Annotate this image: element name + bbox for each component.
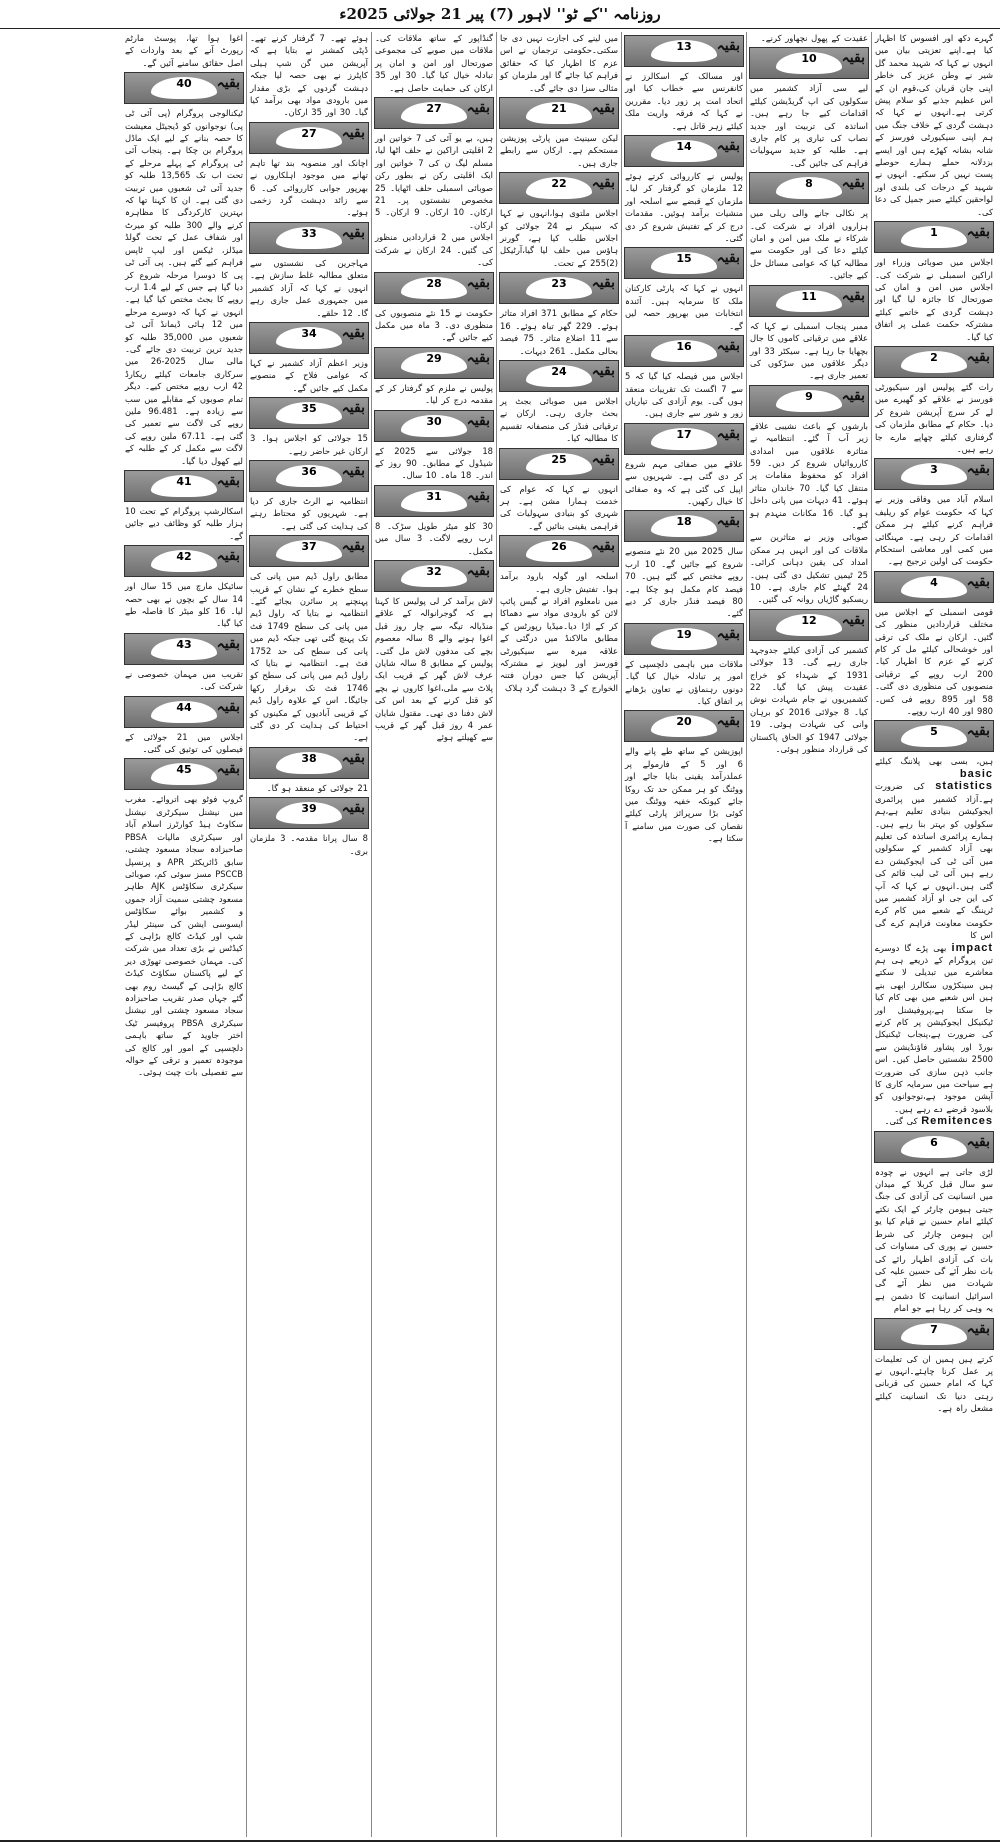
badge-number: 38 <box>301 751 317 765</box>
badge-number: 36 <box>301 464 317 478</box>
english-term: impact <box>951 941 993 954</box>
badge-label: بقیہ <box>466 487 490 504</box>
column-1 <box>873 32 995 1837</box>
badge-number: 15 <box>676 252 692 266</box>
article-text: تقریب میں مہمان خصوصی نے شرکت کی۔ <box>125 668 243 692</box>
badge-label: بقیہ <box>216 698 240 715</box>
article-text: سال 2025 میں 20 نئے منصوبے شروع کیے جائیں گے۔ 10 ارب روپے مختص کیے گئے ہیں۔ 70 فیصد کام مکمل ہو چکا ہے۔ 80 فیصد فنڈز جاری کر دیے گئے۔ <box>625 546 744 619</box>
article-text: گروپ فوٹو بھی اتروائے۔ مغرب میں نیشنل سیکرٹری نیشنل سکاوٹ ہیڈ کوارٹرز اسلام آباد اور سیکرٹری مالیات PBSA صاحبزادہ سجاد مسعود چشتی، سابق ڈائریکٹر APR و پرنسپل PSCCB مسز سوئی کم، صوبائی سیکرٹری سکاؤٹس AJK طاہر مسعود چشتی سمیت آزاد جموں و کشمیر بوائے سکاؤٹس ایسوسی ایشن کی سینئر لیڈر شپ اور کیڈٹ کالج بڑاہی کے کیڈٹس نے بڑی تعداد میں شرکت کی۔ مہمان خصوصی تھوڑی دیر کے لیے پاکستان سکاؤٹ کیڈٹ کالج بڑاہی کے گیسٹ روم بھی گئے جہاں صدر تقریب صاحبزادہ سجاد مسعود چشتی اور نیشنل سیکرٹری PBSA پروفیسر ٹیک اختر جاوید کے ساتھ باہمی دلچسپی کے امور اور کالج کی موجودہ تعمیر و ترقی کے حوالہ سے تفصیلی بات چیت ہوئی۔ <box>125 794 243 1078</box>
continuation-badge-24 <box>499 360 619 392</box>
article-text: 18 جولائی سے 2025 کے شیڈول کے مطابق۔ 90 روز کے اندر۔ 18 ماہ۔ 10 سال۔ <box>375 445 493 481</box>
badge-number: 23 <box>551 277 567 291</box>
column-divider <box>871 32 872 1837</box>
article-text: اجلاس میں 21 جولائی کے فیصلوں کی توثیق کی گئی۔ <box>125 731 244 755</box>
article-text: ہیں، بسی بھی پلاننگ کیلئے basic statistics کی ضرورت ہے۔آزاد کشمیر میں پرائمری ایجوکیشن بنیادی تعلیم ہے،ہم سکولوں کو بہتر بنا رہے ہیں۔ ہمارے پرائمری اساتذہ کی تعلیم بھی آزاد کشمیر کے سکولوں میں آئی ٹی کی ایجوکیشن دے رہے ہیں آئی ٹی لیب قائم کی گئی ہیں۔انہوں نے کہا کہ آپ کی این جی او آزاد کشمیر میں ٹریننگ کے شعبے میں کام کرے حکومت معاونت فراہم کرے گی اس کا <box>875 756 993 941</box>
header-rule <box>0 28 1000 29</box>
badge-label: بقیہ <box>341 462 365 479</box>
badge-label: بقیہ <box>716 38 740 54</box>
badge-number: 8 <box>805 177 813 191</box>
article-text: لیے سی آزاد کشمیر میں سکولوں کی اپ گریڈیشن کیلئے اقدامات کیے جا رہے ہیں۔ اساتذہ کی تربیت اور جدید نصاب کی تیاری پر کام جاری ہے۔ طلبہ کو جدید سہولیات فراہم کی جائیں گی۔ <box>750 83 868 168</box>
column-2 <box>748 32 870 1837</box>
article-text: ممبر پنجاب اسمبلی نے کہا کہ علاقے میں ترقیاتی کاموں کا جال بچھایا جا رہا ہے۔ سیکٹر 33 اور دیگر علاقوں میں سڑکوں کی تعمیر جاری ہے۔ <box>750 320 868 381</box>
badge-number: 25 <box>551 452 567 466</box>
continuation-badge-15 <box>624 247 744 279</box>
badge-label: بقیہ <box>966 1133 990 1150</box>
badge-number: 43 <box>176 637 192 651</box>
continuation-badge-37 <box>249 535 369 567</box>
badge-label: بقیہ <box>591 450 615 467</box>
badge-number: 44 <box>176 700 192 714</box>
badge-number: 39 <box>301 802 317 816</box>
badge-label: بقیہ <box>841 50 865 67</box>
badge-number: 11 <box>801 289 817 303</box>
continuation-badge-44 <box>124 696 244 728</box>
column-7 <box>123 32 245 1837</box>
article-text: لاش برآمد کر لی پولیس کا کہنا ہے کہ گوجرانوالہ کے علاقے منڈیالہ تیگہ سے چار روز قبل اغوا ہونے والے 8 سالہ معصوم بچے کی مدفون لاش مل گئی۔پولیس کے مطابق 8 سالہ شایان عرف لاش گھر کے قریب ایک پلاٹ سے ملی،اغوا کاروں نے بچے کو قتل کرنے کے بعد اس کی لاش دفنا دی تھی۔ مقتول شایان عمر 4 روز قبل گھر کے قریب سے کھیلتے ہوئے <box>375 595 494 743</box>
article-text: مطابق راول ڈیم میں پانی کی سطح خطرے کے نشان کے قریب پہنچنے پر سائرن بجائے گئے۔ انتظامیہ نے بتایا کہ راول ڈیم میں پانی کی سطح 1749 فٹ تک پہنچ گئی تھی جبکہ ڈیم میں پانی کی سطح کی حد 1752 فٹ ہے۔ انتظامیہ نے بتایا کہ راول ڈیم میں پانی کی سطح کو 1746 فٹ تک برقرار رکھا جائیگا۔ اس کے علاوہ راول ڈیم کے قریبی آبادیوں کے مکینوں کو احتیاط کی ہدایت کر دی گئی ہے۔ <box>250 571 368 743</box>
article-text: گنڈاپور کے ساتھ ملاقات کی۔ ملاقات میں صوبے کی مجموعی صورتحال اور امن و امان پر تبادلہ خیال کیا گیا۔ 30 اور 35 ارکان کی حمایت حاصل ہے۔ <box>375 33 493 93</box>
badge-number: 18 <box>676 515 692 529</box>
continuation-badge-12 <box>749 609 869 641</box>
badge-number: 14 <box>676 140 692 154</box>
badge-number: 24 <box>551 364 567 378</box>
article-text: قومی اسمبلی کے اجلاس میں مختلف قراردادیں منظور کی گئیں۔ ارکان نے ملک کی ترقی اور خوشحالی کیلئے مل کر کام کرنے کے عزم کا اظہار کیا۔ 200 ارب روپے کے ترقیاتی منصوبوں کی منظوری دی گئی۔ 58 اور 895 روپے فی کس۔ 980 اور 40 ارب روپے۔ <box>875 606 993 717</box>
badge-label: بقیہ <box>466 349 490 366</box>
badge-label: بقیہ <box>841 611 865 628</box>
continuation-badge-38 <box>249 747 369 779</box>
badge-label: بقیہ <box>716 425 740 442</box>
badge-label: بقیہ <box>341 224 365 241</box>
continuation-badge-23 <box>499 272 619 304</box>
continuation-badge-42 <box>124 545 244 577</box>
article-text: اجلاس میں صوبائی وزراء اور اراکین اسمبلی نے شرکت کی۔ اجلاس میں امن و امان کی صورتحال کا جائزہ لیا گیا اور دہشت گردی کے خاتمے کیلئے مشترکہ حکمت عملی پر اتفاق کیا گیا۔ <box>875 257 993 342</box>
continuation-badge-27 <box>374 97 494 129</box>
badge-label: بقیہ <box>341 538 365 555</box>
badge-label: بقیہ <box>591 275 615 292</box>
article-text: وزیر اعظم آزاد کشمیر نے کہا کہ عوامی فلاح کے منصوبے مکمل کیے جائیں گے۔ <box>250 357 368 393</box>
continuation-badge-22 <box>499 172 619 204</box>
continuation-badge-40 <box>124 72 244 104</box>
article-text: اسلحہ اور گولہ بارود برآمد ہوا۔ تفتیش جاری ہے۔ <box>500 571 618 594</box>
continuation-badge-33 <box>249 222 369 254</box>
column-divider <box>371 32 372 1837</box>
badge-label: بقیہ <box>966 461 990 478</box>
masthead-title: روزنامہ ''کے ٹو'' لاہور (7) پیر 21 جولائی 2025ء <box>339 5 661 23</box>
badge-number: 33 <box>301 226 317 240</box>
continuation-badge-28 <box>374 272 494 304</box>
continuation-badge-11 <box>749 285 869 317</box>
badge-number: 6 <box>930 1135 938 1149</box>
badge-label: بقیہ <box>216 75 240 92</box>
article-text: انتظامیہ نے الرٹ جاری کر دیا ہے۔ شہریوں کو محتاط رہنے کی ہدایت کی گئی ہے۔ <box>250 495 368 531</box>
article-text: 30 کلو میٹر طویل سڑک۔ 8 ارب روپے لاگت۔ 3 سال میں مکمل۔ <box>375 520 494 556</box>
badge-number: 21 <box>551 102 567 116</box>
article-text: صوبائی وزیر نے متاثرین سے ملاقات کی اور انہیں ہر ممکن امداد کی یقین دہانی کرائی۔ 25 ٹیمیں تشکیل دی گئی ہیں۔ 24 گھنٹے کام جاری ہے۔ 10 ریسکیو گاڑیاں روانہ کی گئیں۔ <box>750 532 868 605</box>
badge-label: بقیہ <box>341 124 365 141</box>
badge-number: 7 <box>930 1322 938 1336</box>
badge-label: بقیہ <box>216 635 240 652</box>
continuation-badge-21 <box>499 97 619 129</box>
continuation-badge-16 <box>624 335 744 367</box>
article-text: ہوئے تھے۔ 7 گرفتار کرنے تھے۔ ڈپٹی کمشنر نے بتایا ہے کہ آپریشن میں گن شپ ہیلی کاپٹرز نے بھی حصہ لیا جبکہ دہشت گردوں کے بڑی مقدار میں بارودی مواد بھی برآمد کیا گیا۔ 30 اور 35 ارکان۔ <box>250 33 368 118</box>
continuation-badge-45 <box>124 758 244 790</box>
english-term: statistics <box>935 780 993 793</box>
badge-label: بقیہ <box>716 625 740 642</box>
continuation-badge-27 <box>249 122 369 154</box>
footer-rule <box>0 1840 1000 1842</box>
badge-label: بقیہ <box>341 400 365 417</box>
article-text: 21 جولائی کو منعقد ہو گا۔ <box>266 782 368 793</box>
badge-number: 26 <box>551 540 567 554</box>
badge-number: 19 <box>676 627 692 641</box>
badge-label: بقیہ <box>216 473 240 489</box>
article-text: اور مسالک کے اسکالرز نے کانفرنس سے خطاب کیا اور اتحاد امت پر زور دیا۔ مقررین نے کہا کہ فرقہ واریت ملک کیلئے زہر قاتل ہے۔ <box>625 71 743 131</box>
english-term: Remitences <box>921 1115 993 1128</box>
article-text: عقیدت کے پھول نچھاور کرنے۔ <box>760 33 868 43</box>
article-text: مہاجرین کی نشستوں سے متعلق مطالبہ غلط سازش ہے۔ انہوں نے کہا کہ آزاد کشمیر میں جمہوری عمل جاری رہے گا۔ 12 حلقے۔ <box>250 257 368 318</box>
article-text: کشمیر کی آزادی کیلئے جدوجہد جاری رہے گی۔ 13 جولائی 1931 کے شہداء کو خراج عقیدت پیش کیا گیا۔ 22 کشمیریوں نے جام شہادت نوش کیا۔ 8 جولائی 2016 کو برہان وانی کی شہادت ہوئی۔ 19 جولائی 1947 کو الحاق پاکستان کی قرارداد منظور ہوئی۔ <box>750 644 868 755</box>
badge-number: 10 <box>801 52 817 66</box>
continuation-badge-3 <box>874 458 994 490</box>
badge-number: 1 <box>930 226 938 240</box>
badge-number: 41 <box>176 475 192 488</box>
continuation-badge-6 <box>874 1131 994 1163</box>
badge-label: بقیہ <box>716 713 740 730</box>
badge-label: بقیہ <box>841 387 865 404</box>
badge-label: بقیہ <box>341 800 365 817</box>
article-text: حکومت نے 15 نئے منصوبوں کی منظوری دی۔ 3 ماہ میں مکمل کیے جائیں گے۔ <box>375 307 493 343</box>
badge-number: 4 <box>930 575 938 589</box>
column-3 <box>623 32 745 1837</box>
continuation-badge-1 <box>874 221 994 253</box>
article-text: گہرے دکھ اور افسوس کا اظہار کیا ہے۔اپنے تعزیتی بیان میں انہوں نے کہا کہ شہید محمد گل شیر نے وطن عزیز کی خاطر اپنی جان قربان کی،قوم ان کے اس عظیم جذبے کو سلام پیش کرتی ہے۔انہوں نے کہا کہ دہشت گردی کے خلاف جنگ میں ہم اپنی سیکیورٹی فورسز کے شانہ بشانہ کھڑے ہیں اور ایسے بزدلانہ حملے ہمارے حوصلے پست نہیں کر سکتے۔ انہوں نے شہید کے درجات کی بلندی اور لواحقین کیلئے صبر جمیل کی دعا کی۔ <box>875 33 993 217</box>
english-term: basic <box>959 767 993 780</box>
badge-number: 37 <box>301 540 317 554</box>
badge-number: 31 <box>426 489 442 503</box>
continuation-badge-29 <box>374 347 494 379</box>
article-text: میں نامعلوم افراد نے گیس پائپ لائن کو بارودی مواد سے دھماکا کر کے اڑا دیا۔میڈیا رپورٹس کے مطابق مالاکنڈ میں درگئی کے علاقہ میرہ سے سیکیورٹی فورسز اور لیویز نے مشترکہ آپریشن کیا جس دوران فتنہ الخوارج کے 3 دہشت گرد ہلاک <box>500 595 618 693</box>
continuation-badge-30 <box>374 410 494 442</box>
article-text: سائیکل مارچ میں 15 سال اور 14 سال کے بچوں نے بھی حصہ لیا۔ 16 کلو میٹر کا فاصلہ طے کیا گیا۔ <box>125 581 243 629</box>
article-text: انہوں نے کہا کہ پارٹی کارکنان ملک کا سرمایہ ہیں۔ آئندہ انتخابات میں بھرپور حصہ لیں گے۔ <box>625 283 743 331</box>
badge-label: بقیہ <box>966 723 990 740</box>
article-text: حکام کے مطابق 371 افراد متاثر ہوئے۔ 229 گھر تباہ ہوئے۔ 16 سے 11 اضلاع متاثر۔ 75 فیصد بحالی مکمل۔ 261 دیہات۔ <box>500 308 618 356</box>
article-text: ٹیکنالوجی پروگرام (پی آئی ٹی پی) نوجوانوں کو ڈیجیٹل معیشت کا حصہ بنانے کے لیے ایک ماڈل پروگرام بن چکا ہے۔ پنجاب آئی ٹی پروگرام کے پہلے مرحلے کے تحت اب تک 13,565 طلبہ کو جدید آئی ٹی شعبوں میں تربیت دی گئی ہے۔ ان کا کہنا تھا کہ بہترین کارکردگی کا مظاہرہ کرنے والے 300 طلبہ کو میرٹ اور شفاف عمل کے تحت گولڈ میڈلز، ٹیکس اور لیپ ٹاپس فراہم کیے گئے ہیں۔ پی آئی ٹی پی کا دوسرا مرحلہ شروع کر دیا گیا ہے جس کے لیے 1.4 ارب روپے کا بجٹ مختص کیا گیا ہے۔ انہوں نے کہا کہ دوسرے مرحلے میں 12 ہائی ڈیمانڈ آئی ٹی شعبوں میں 35,000 طلبہ کو جدید ترین تربیت دی جائے گی۔ مالی سال 2025-26 میں سرکاری جامعات کیلئے ریکارڈ 42 ارب روپے مختص کیے۔ دیگر تمام صوبوں کے مقابلے میں سب سے زیادہ ہے۔ 96.481 ملین روپے کی لاگت سے تعمیر کی گئی ہے۔ 67.11 ملین روپے کی لاگت سے مکمل کر کے طلبہ کے لیے کھول دیا گیا۔ <box>125 108 244 466</box>
continuation-badge-34 <box>249 322 369 354</box>
column-divider <box>621 32 622 1837</box>
badge-number: 27 <box>426 102 442 116</box>
badge-number: 42 <box>176 550 192 564</box>
badge-number: 35 <box>301 402 317 416</box>
article-text: اپوزیشن کے ساتھ طے پانے والے 6 اور 5 کے فارمولے پر عملدرآمد یقینی بنایا جائے اور ووٹنگ کو ہر ممکن حد تک روکا جائے کیونکہ خفیہ ووٹنگ میں کوئی بڑا سرپرائز پارٹی کیلئے نقصان کی صورت میں سامنے آ سکتا ہے۔ <box>625 746 743 844</box>
article-text: پر نکالی جانے والی ریلی میں ہزاروں افراد نے شرکت کی۔ شرکاء نے ملک میں امن و امان کیلئے دعا کی اور حکومت سے مطالبہ کیا کہ عوامی مسائل حل کیے جائیں۔ <box>750 208 868 281</box>
column-6 <box>248 32 370 1837</box>
badge-number: 13 <box>676 40 692 53</box>
article-text: اغوا ہوا تھا، پوسٹ مارٹم رپورٹ آنے کے بعد واردات کے اصل حقائق سامنے آئیں گے۔ <box>125 33 243 68</box>
article-text: کرتے ہیں ہمیں ان کی تعلیمات پر عمل کرنا چاہئے۔انہوں نے کہا کہ امام حسین کی قربانی رہتی دنیا تک انسانیت کیلئے مشعل راہ ہے۔ <box>875 1353 993 1414</box>
badge-number: 32 <box>426 564 442 578</box>
column-4 <box>498 32 620 1837</box>
badge-number: 27 <box>301 126 317 140</box>
column-divider <box>496 32 497 1837</box>
badge-number: 3 <box>930 463 938 477</box>
column-5 <box>373 32 495 1837</box>
article-text: لیکن سینیٹ میں پارٹی پوزیشن مستحکم ہے۔ ارکان سے رابطے جاری ہیں۔ <box>500 133 618 168</box>
continuation-badge-8 <box>749 172 869 204</box>
badge-number: 9 <box>805 389 813 403</box>
continuation-badge-9 <box>749 385 869 417</box>
badge-label: بقیہ <box>466 274 490 291</box>
badge-label: بقیہ <box>966 573 990 590</box>
badge-label: بقیہ <box>716 250 740 267</box>
badge-label: بقیہ <box>466 100 490 117</box>
column-divider <box>246 32 247 1837</box>
continuation-badge-25 <box>499 448 619 480</box>
article-text: انہوں نے کہا کہ عوام کی خدمت ہمارا مشن ہے۔ ہر شہری کو بنیادی سہولیات کی فراہمی یقینی بنائیں گے۔ <box>500 483 618 531</box>
article-text: Remitences کی گئی۔ <box>884 1115 993 1128</box>
continuation-badge-4 <box>874 571 994 603</box>
continuation-badge-17 <box>624 423 744 455</box>
badge-label: بقیہ <box>716 513 740 530</box>
badge-label: بقیہ <box>841 287 865 304</box>
continuation-badge-2 <box>874 346 994 378</box>
article-text: اجلاس ملتوی ہوا،انہوں نے کہا کہ سپیکر نے 24 جولائی کو اجلاس طلب کیا ہے، گورنر ہاؤس میں حلف لیا گیا،آرٹیکل (2)255 کے تحت۔ <box>500 208 618 268</box>
continuation-badge-35 <box>249 397 369 429</box>
badge-number: 16 <box>676 340 692 354</box>
article-text: پولیس نے ملزم کو گرفتار کر کے مقدمہ درج کر لیا۔ <box>375 382 493 406</box>
badge-number: 17 <box>676 427 692 441</box>
article-text: پولیس نے کارروائی کرتے ہوئے 12 ملزمان کو گرفتار کر لیا۔ ملزمان کے قبضے سے اسلحہ اور منشیات برآمد ہوئیں۔ مقدمات درج کر کے تفتیش شروع کر دی گئی۔ <box>625 171 743 244</box>
article-text: رات گئے پولیس اور سیکیورٹی فورسز نے علاقے کو گھیرے میں لے کر سرچ آپریشن شروع کر دیا۔ حکام کے مطابق ملزمان کی گرفتاری کیلئے چھاپے مارے جا رہے ہیں۔ <box>875 381 993 454</box>
badge-label: بقیہ <box>966 224 990 241</box>
badge-number: 5 <box>930 725 938 739</box>
badge-label: بقیہ <box>591 362 615 379</box>
badge-number: 12 <box>801 613 817 627</box>
badge-label: بقیہ <box>466 412 490 429</box>
continuation-badge-31 <box>374 485 494 517</box>
article-text: اسلام آباد میں وفاقی وزیر نے کہا کہ حکومت عوام کو ریلیف فراہم کرنے کیلئے ہر ممکن اقدامات کر رہی ہے۔ مہنگائی میں کمی اور معاشی استحکام حکومت کی اولین ترجیح ہے۔ <box>875 494 993 567</box>
continuation-badge-18 <box>624 510 744 542</box>
continuation-badge-7 <box>874 1318 994 1350</box>
article-text: لڑی جاتی ہے انہوں نے چودہ سو سال قبل کربلا کے میدان میں انسانیت کی آزادی کی جنگ جیتی ہیومن چارٹر کے ایک نکتے کیلئے امام حسین نے قیام کیا یو این ہیومن چارٹر کی شرط حسین نے پوری کی مساوات کی بات کی آزادی اظہار رائے کی بات نظر آئے گی حسین علیہ کی شہادت میں نظر آئے گی اسرائیل انسانیت کا دشمن ہے یہ وہی کر رہا ہے جو امام <box>875 1166 993 1314</box>
badge-label: بقیہ <box>341 749 365 766</box>
badge-label: بقیہ <box>341 324 365 341</box>
continuation-badge-36 <box>249 460 369 492</box>
article-text: ہیں، بے یو آئی کی 7 خواتین اور 2 اقلیتی اراکین نے حلف اٹھا لیا، مسلم لیگ ن کی 7 خواتین اور ایک اقلیتی رکن نے بطور رکن صوبائی اسمبلی حلف اٹھایا۔ 25 مخصوص نشستوں پر۔ 21 ارکان۔ 10 ارکان۔ 9 ارکان۔ 5 ارکان۔ <box>375 133 493 230</box>
badge-number: 45 <box>176 763 192 777</box>
article-text: ملاقات میں باہمی دلچسپی کے امور پر تبادلہ خیال کیا گیا۔ دونوں رہنماؤں نے تعاون بڑھانے پر اتفاق کیا۔ <box>625 658 743 706</box>
article-text: اجلاس میں 2 قراردادیں منظور کی گئیں۔ 24 ارکان نے شرکت کی۔ <box>375 232 493 268</box>
badge-label: بقیہ <box>841 175 865 192</box>
badge-number: 22 <box>551 177 567 191</box>
continuation-badge-43 <box>124 633 244 665</box>
continuation-badge-19 <box>624 623 744 655</box>
article-text: اچانک اور منصوبہ بند تھا تاہم تھانے میں موجود اہلکاروں نے بھرپور جوابی کارروائی کی۔ 6 سے زائد دہشت گرد زخمی ہوئے۔ <box>250 157 368 218</box>
badge-number: 2 <box>930 350 938 364</box>
column-divider <box>746 32 747 1837</box>
article-text: اجلاس میں فیصلہ کیا گیا کہ 5 سے 7 اگست تک تقریبات منعقد ہوں گی۔ یوم آزادی کی تیاریاں زور و شور سے جاری ہیں۔ <box>625 371 743 419</box>
continuation-badge-32 <box>374 560 494 592</box>
badge-label: بقیہ <box>716 338 740 355</box>
article-text: 8 سال پرانا مقدمہ۔ 3 ملزمان بری۔ <box>250 833 368 856</box>
badge-number: 28 <box>426 276 442 290</box>
article-text: اجلاس میں صوبائی بجٹ پر بحث جاری رہی۔ ارکان نے ترقیاتی فنڈز کی منصفانہ تقسیم کا مطالبہ کیا۔ <box>500 395 618 444</box>
continuation-badge-13 <box>624 35 744 67</box>
continuation-badge-5 <box>874 720 994 752</box>
continuation-badge-39 <box>249 797 369 829</box>
badge-number: 34 <box>301 326 317 340</box>
continuation-badge-14 <box>624 135 744 167</box>
article-text: میں لینے کی اجازت نہیں دی جا سکتی۔حکومتی ترجمان نے اس عزم کا اظہار کیا کہ حقائق فراہم کیا جائے گا اور ملزمان کو مثالی سزا دی جائے گی۔ <box>500 33 618 93</box>
badge-label: بقیہ <box>466 562 490 579</box>
continuation-badge-41 <box>124 470 244 502</box>
continuation-badge-10 <box>749 47 869 79</box>
badge-label: بقیہ <box>591 538 615 555</box>
article-text: بارشوں کے باعث نشیبی علاقے زیر آب آ گئے۔ انتظامیہ نے متاثرہ علاقوں میں امدادی کارروائیاں شروع کر دیں۔ 59 افراد کو محفوظ مقامات پر منتقل کیا گیا۔ 70 خاندان متاثر ہوئے۔ 41 دیہات میں پانی داخل ہو گیا۔ 16 مکانات منہدم ہو گئے۔ <box>750 420 868 530</box>
badge-label: بقیہ <box>966 348 990 365</box>
badge-label: بقیہ <box>216 761 240 778</box>
article-text: 15 جولائی کو اجلاس ہوا۔ 3 ارکان غیر حاضر رہے۔ <box>250 433 368 456</box>
article-text: اسکالرشپ پروگرام کے تحت 10 ہزار طلبہ کو وظائف دیے جائیں گے۔ <box>125 506 243 541</box>
article-text: impact بھی پڑے گا دوسرے تین پروگرام کے ذریعے ہی ہم معاشرے میں تبدیلی لا سکتے ہیں سینکڑوں سکالرز ابھی بنے ہیں اس شعبے میں بھی کام کیا جا سکتا ہے،پروفیشنل اور ٹیکنیکل ایجوکیشن پر کام کرنے کی ضرورت ہے،پنجاب ٹیکنیکل بورڈ اور پشاور فاؤنڈیشن سے 2500 نشستیں حاصل کیں۔ اس جانب ذہن سازی کی ضرورت ہے سیاحت میں سرمایہ کاری کا آپشن موجود ہے،نوجوانوں کو بلاسود قرضے دے رہے ہیں۔ <box>875 941 993 1114</box>
continuation-badge-20 <box>624 710 744 742</box>
badge-number: 40 <box>176 77 192 91</box>
badge-number: 30 <box>426 414 442 428</box>
badge-label: بقیہ <box>591 100 615 117</box>
badge-number: 29 <box>426 351 442 365</box>
badge-label: بقیہ <box>716 138 740 155</box>
continuation-badge-26 <box>499 535 619 567</box>
article-text: علاقے میں صفائی مہم شروع کر دی گئی ہے۔ شہریوں سے اپیل کی گئی ہے کہ وہ صفائی کا خیال رکھیں۔ <box>625 458 743 506</box>
badge-label: بقیہ <box>216 548 240 565</box>
badge-number: 20 <box>676 715 692 729</box>
badge-label: بقیہ <box>591 175 615 192</box>
badge-label: بقیہ <box>966 1320 990 1337</box>
